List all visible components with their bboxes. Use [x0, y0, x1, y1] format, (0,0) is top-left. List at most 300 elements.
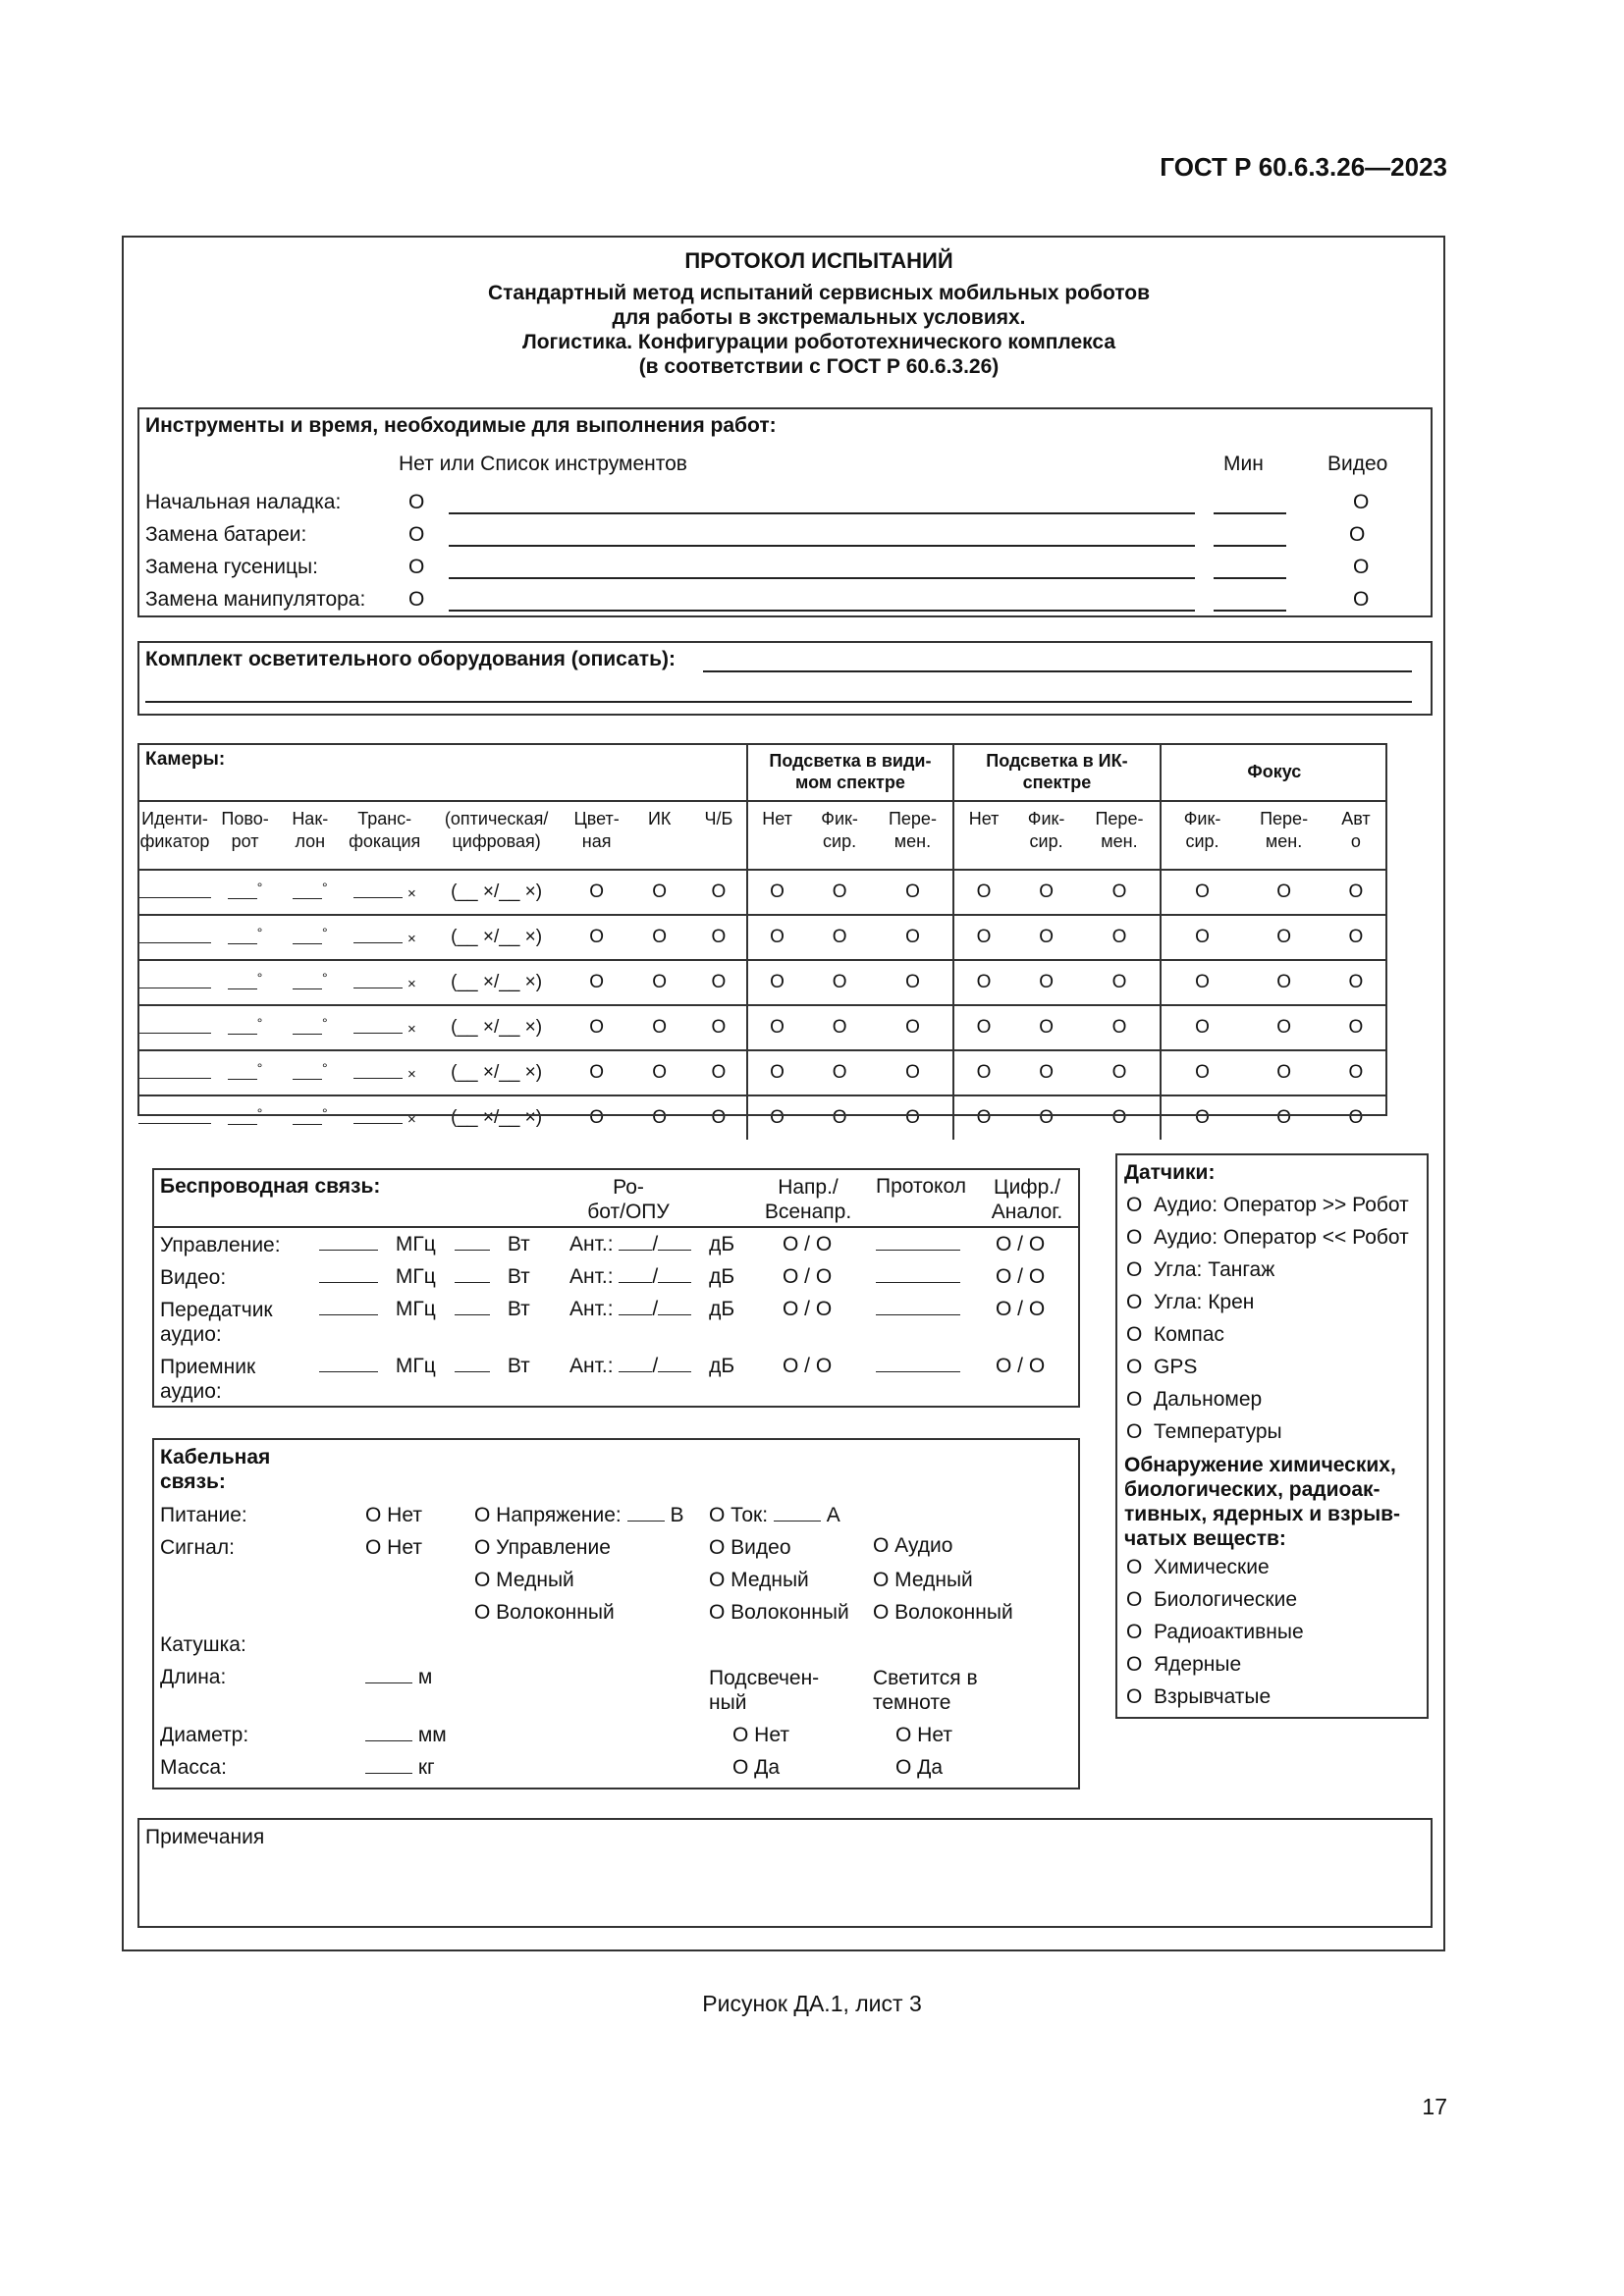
cable-signal-label: Сигнал: [160, 1536, 235, 1559]
cable-signal-audio[interactable]: O Аудио [873, 1534, 953, 1557]
camera-option-radio[interactable]: O [1348, 1107, 1364, 1128]
wireless-row-label-l1: Управление: [160, 1234, 281, 1256]
lighting-field-1[interactable] [703, 670, 1412, 672]
camera-option-radio[interactable]: O [1195, 1017, 1210, 1038]
wireless-protocol-field[interactable] [876, 1299, 960, 1315]
cable-lit-no[interactable]: O Нет [732, 1724, 789, 1746]
cable-audio-copper[interactable]: O Медный [873, 1569, 973, 1591]
cameras-group-visible-l1: Подсветка в види- [769, 751, 932, 771]
sensor-option[interactable]: O Угла: Тангаж [1126, 1258, 1275, 1281]
cameras-col-header-l2: сир. [1029, 831, 1063, 851]
camera-option-radio[interactable]: O [832, 881, 847, 902]
wireless-freq[interactable] [319, 1233, 436, 1256]
times-sign: × [406, 975, 416, 992]
wireless-header-divider [152, 1226, 1080, 1228]
wireless-robot-dir-radio[interactable]: O / O [783, 1233, 833, 1255]
cameras-col-header-l2: сир. [1185, 831, 1219, 851]
db-unit: дБ [709, 1233, 735, 1255]
wireless-col-digital-l1: Цифр./ [994, 1176, 1060, 1199]
cable-heading-l2: связь: [160, 1470, 226, 1493]
wireless-freq[interactable] [319, 1355, 436, 1378]
antenna-field-1[interactable] [619, 1299, 652, 1315]
mhz-unit: МГц [395, 1355, 436, 1377]
cameras-col-header-l1: Иденти- [141, 809, 208, 828]
camera-option-radio[interactable]: O [589, 1062, 605, 1083]
detect-option[interactable]: O Ядерные [1126, 1653, 1242, 1676]
camera-option-radio[interactable]: O [976, 972, 992, 992]
detect-option[interactable]: O Взрывчатые [1126, 1685, 1272, 1708]
camera-option-radio[interactable]: O [1348, 972, 1364, 992]
wireless-freq-field[interactable] [319, 1299, 378, 1315]
wireless-power[interactable] [455, 1265, 530, 1289]
wireless-power-field[interactable] [455, 1356, 490, 1372]
wireless-protocol-field[interactable] [876, 1356, 960, 1372]
cable-length[interactable] [365, 1666, 432, 1689]
wireless-protocol[interactable] [876, 1355, 960, 1378]
wireless-freq[interactable] [319, 1298, 436, 1321]
sensors-heading: Датчики: [1124, 1161, 1216, 1184]
degree-sign: ° [321, 879, 328, 895]
cameras-col-header-l2: рот [231, 831, 259, 851]
cameras-group-ir-l2: спектре [1022, 773, 1092, 792]
wireless-col-robot [574, 1175, 682, 1224]
camera-option-radio[interactable]: O [1195, 1107, 1210, 1128]
sensor-option[interactable]: O Компас [1126, 1323, 1224, 1346]
camera-option-radio[interactable]: O [770, 1107, 785, 1128]
times-sign: × [406, 1020, 416, 1038]
wireless-power[interactable] [455, 1298, 530, 1321]
camera-option-radio[interactable]: O [589, 972, 605, 992]
wireless-antenna[interactable]: Ант.: / дБ [569, 1233, 735, 1255]
detect-heading [1124, 1453, 1400, 1551]
camera-option-radio[interactable]: O [711, 1107, 727, 1128]
cable-length-field[interactable] [365, 1667, 412, 1683]
tools-list-none-radio[interactable]: O [408, 491, 425, 513]
wireless-row-label-l1: Передатчик [160, 1299, 273, 1321]
camera-option-radio[interactable]: O [589, 881, 605, 902]
tools-video-radio[interactable]: O [1353, 556, 1370, 578]
cameras-group-ir-l1: Подсветка в ИК- [986, 751, 1128, 771]
camera-option-radio[interactable]: O [711, 1062, 727, 1083]
antenna-label: Ант.: [569, 1233, 614, 1255]
camera-option-radio[interactable]: O [905, 1107, 920, 1128]
cable-diameter-unit: мм [417, 1724, 447, 1746]
wireless-power-field[interactable] [455, 1234, 490, 1251]
camera-option-radio[interactable]: O [832, 927, 847, 947]
detect-heading-l1: Обнаружение химических, [1124, 1454, 1396, 1476]
watt-unit: Вт [507, 1233, 530, 1255]
degree-sign: ° [256, 879, 263, 895]
degree-sign: ° [321, 969, 328, 986]
camera-option-radio[interactable]: O [1039, 1017, 1054, 1038]
sensor-option[interactable]: O Дальномер [1126, 1388, 1263, 1411]
wireless-robot-dir-radio[interactable]: O / O [783, 1265, 833, 1288]
notes-label: Примечания [145, 1826, 265, 1848]
camera-option-radio[interactable]: O [905, 1062, 920, 1083]
camera-option-radio[interactable]: O [652, 1062, 668, 1083]
detect-option[interactable]: O Радиоактивные [1126, 1621, 1304, 1643]
wireless-protocol[interactable] [876, 1298, 960, 1321]
camera-option-radio[interactable]: O [1348, 927, 1364, 947]
wireless-row-label [160, 1233, 281, 1257]
cable-signal-none[interactable]: O Нет [365, 1536, 422, 1559]
cameras-col-header-l1: Авт [1341, 809, 1371, 828]
camera-option-radio[interactable]: O [905, 972, 920, 992]
watt-unit: Вт [507, 1265, 530, 1288]
cable-control-fiber[interactable]: O Волоконный [474, 1601, 615, 1624]
standard-number: ГОСТ Р 60.6.3.26—2023 [1160, 152, 1447, 182]
camera-option-radio[interactable]: O [1276, 1017, 1291, 1038]
camera-zoom-type-field[interactable]: (__ ×/__ ×) [451, 1017, 543, 1038]
cameras-col-header-l2: фокация [349, 831, 421, 851]
cable-video-fiber[interactable]: O Волоконный [709, 1601, 849, 1624]
antenna-label: Ант.: [569, 1265, 614, 1288]
cable-audio-fiber[interactable]: O Волоконный [873, 1601, 1013, 1624]
camera-option-radio[interactable]: O [770, 972, 785, 992]
times-sign: × [406, 930, 416, 947]
tools-list-field[interactable] [449, 512, 1195, 514]
wireless-freq-field[interactable] [319, 1234, 378, 1251]
camera-option-radio[interactable]: O [1111, 1107, 1127, 1128]
cable-length-label: Длина: [160, 1666, 227, 1688]
cameras-col-header-l1: Нак- [292, 809, 329, 828]
cable-glow-l1: Светится в [873, 1667, 978, 1689]
wireless-robot-dir-radio[interactable]: O / O [783, 1298, 833, 1320]
wireless-row-label-l2: аудио: [160, 1323, 222, 1346]
camera-option-radio[interactable]: O [1276, 1107, 1291, 1128]
db-unit: дБ [709, 1355, 735, 1377]
tools-list-field[interactable] [449, 545, 1195, 547]
degree-sign: ° [256, 1104, 263, 1121]
wireless-protocol-field[interactable] [876, 1266, 960, 1283]
tools-row-label: Начальная наладка: [145, 491, 342, 513]
camera-option-radio[interactable]: O [976, 1107, 992, 1128]
cameras-col-header-l1: Нет [968, 809, 1000, 828]
camera-zoom-type-field[interactable]: (__ ×/__ ×) [451, 881, 543, 902]
wireless-col-robot-l2: бот/ОПУ [587, 1201, 670, 1223]
detect-option[interactable]: O Биологические [1126, 1588, 1298, 1611]
tools-list-none-radio[interactable]: O [408, 556, 425, 578]
wireless-row-label-l1: Видео: [160, 1266, 227, 1289]
degree-sign: ° [321, 1014, 328, 1031]
camera-option-radio[interactable]: O [905, 881, 920, 902]
camera-option-radio[interactable]: O [589, 1107, 605, 1128]
cable-mass-field[interactable] [365, 1757, 412, 1774]
cable-glow-yes[interactable]: O Да [895, 1756, 944, 1779]
antenna-field-2[interactable] [658, 1266, 691, 1283]
camera-option-radio[interactable]: O [652, 1017, 668, 1038]
notes-section[interactable] [137, 1818, 1433, 1928]
antenna-field-2[interactable] [658, 1234, 691, 1251]
mhz-unit: МГц [395, 1265, 436, 1288]
cable-current-field[interactable] [774, 1505, 821, 1522]
camera-option-radio[interactable]: O [770, 1062, 785, 1083]
sensor-option[interactable]: O Аудио: Оператор << Робот [1126, 1226, 1409, 1249]
camera-option-radio[interactable]: O [1111, 1017, 1127, 1038]
camera-option-radio[interactable]: O [905, 1017, 920, 1038]
cable-heading-l1: Кабельная [160, 1446, 271, 1468]
cable-glow-no[interactable]: O Нет [895, 1724, 952, 1746]
camera-zoom-type-field[interactable]: (__ ×/__ ×) [451, 1107, 543, 1128]
cable-video-copper[interactable]: O Медный [709, 1569, 809, 1591]
camera-option-radio[interactable]: O [1111, 881, 1127, 902]
cable-lit-yes[interactable]: O Да [732, 1756, 781, 1779]
wireless-freq[interactable] [319, 1265, 436, 1289]
tools-list-field[interactable] [449, 577, 1195, 579]
camera-option-radio[interactable]: O [589, 927, 605, 947]
cable-length-unit: м [417, 1666, 433, 1688]
camera-option-radio[interactable]: O [711, 927, 727, 947]
tools-row-label: Замена батареи: [145, 523, 307, 546]
wireless-antenna[interactable]: Ант.: / дБ [569, 1265, 735, 1288]
camera-option-radio[interactable]: O [976, 927, 992, 947]
cameras-col-header-l2: мен. [893, 831, 932, 851]
cable-glow-l2: темноте [873, 1691, 951, 1714]
cameras-col-header-l2: фикатор [139, 831, 210, 851]
wireless-digital-radio[interactable]: O / O [996, 1298, 1046, 1320]
tools-col-video: Видео [1327, 453, 1388, 475]
camera-option-radio[interactable]: O [1195, 927, 1210, 947]
antenna-field-1[interactable] [619, 1266, 652, 1283]
camera-option-radio[interactable]: O [1276, 1062, 1291, 1083]
cable-signal-control[interactable]: O Управление [474, 1536, 611, 1559]
antenna-label: Ант.: [569, 1298, 614, 1320]
camera-option-radio[interactable]: O [770, 927, 785, 947]
camera-option-radio[interactable]: O [711, 972, 727, 992]
cable-current-unit: А [826, 1504, 840, 1526]
tools-heading: Инструменты и время, необходимые для выполнения работ: [145, 414, 777, 437]
antenna-field-1[interactable] [619, 1356, 652, 1372]
camera-option-radio[interactable]: O [652, 881, 668, 902]
cameras-col-header-l2: мен. [1265, 831, 1303, 851]
wireless-row-label [160, 1298, 273, 1347]
lighting-field-2[interactable] [145, 701, 1412, 703]
camera-option-radio[interactable]: O [905, 927, 920, 947]
camera-option-radio[interactable]: O [1348, 881, 1364, 902]
camera-option-radio[interactable]: O [711, 881, 727, 902]
camera-option-radio[interactable]: O [976, 1017, 992, 1038]
sensor-option[interactable]: O Угла: Крен [1126, 1291, 1255, 1313]
tools-min-field[interactable] [1214, 577, 1286, 579]
detect-option[interactable]: O Химические [1126, 1556, 1270, 1578]
tools-row-label: Замена манипулятора: [145, 588, 366, 611]
camera-zoom-type-field[interactable]: (__ ×/__ ×) [451, 927, 543, 947]
wireless-freq-field[interactable] [319, 1266, 378, 1283]
wireless-col-protocol: Протокол [876, 1175, 966, 1198]
camera-option-radio[interactable]: O [1111, 972, 1127, 992]
cameras-col-header-l1: Фик- [1027, 809, 1065, 828]
camera-option-radio[interactable]: O [1039, 881, 1054, 902]
lighting-heading: Комплект осветительного оборудования (описать): [145, 648, 676, 670]
cable-mass-label: Масса: [160, 1756, 227, 1779]
cable-lit-label [709, 1666, 819, 1715]
wireless-row-label-l1: Приемник [160, 1356, 256, 1378]
db-unit: дБ [709, 1298, 735, 1320]
cable-current[interactable] [709, 1504, 840, 1527]
tools-video-radio[interactable]: O [1349, 523, 1366, 546]
cameras-group-focus: Фокус [1161, 743, 1387, 801]
camera-option-radio[interactable]: O [1348, 1062, 1364, 1083]
tools-col-list: Нет или Список инструментов [399, 453, 687, 475]
wireless-robot-dir-radio[interactable]: O / O [783, 1355, 833, 1377]
cable-reel-label: Катушка: [160, 1633, 246, 1656]
antenna-field-1[interactable] [619, 1234, 652, 1251]
wireless-power[interactable] [455, 1233, 530, 1256]
wireless-power-field[interactable] [455, 1299, 490, 1315]
degree-sign: ° [256, 1059, 263, 1076]
cameras-heading: Камеры: [145, 749, 226, 770]
sensor-option[interactable]: O GPS [1126, 1356, 1198, 1378]
camera-option-radio[interactable]: O [770, 881, 785, 902]
cameras-col-header-l1: Ч/Б [704, 809, 733, 828]
protocol-title: ПРОТОКОЛ ИСПЫТАНИЙ [684, 248, 953, 273]
camera-option-radio[interactable]: O [652, 972, 668, 992]
tools-list-none-radio[interactable]: O [408, 523, 425, 546]
camera-option-radio[interactable]: O [652, 927, 668, 947]
camera-option-radio[interactable]: O [1348, 1017, 1364, 1038]
degree-sign: ° [256, 969, 263, 986]
degree-sign: ° [256, 1014, 263, 1031]
camera-option-radio[interactable]: O [1276, 927, 1291, 947]
figure-caption: Рисунок ДА.1, лист 3 [702, 1991, 922, 2016]
db-unit: дБ [709, 1265, 735, 1288]
times-sign: × [406, 884, 416, 902]
wireless-power[interactable] [455, 1355, 530, 1378]
cameras-col-header-l2: о [1350, 831, 1361, 851]
camera-option-radio[interactable]: O [1195, 1062, 1210, 1083]
cable-diameter[interactable] [365, 1724, 447, 1747]
cable-control-copper[interactable]: O Медный [474, 1569, 574, 1591]
watt-unit: Вт [507, 1355, 530, 1377]
tools-col-min: Мин [1223, 453, 1264, 475]
camera-option-radio[interactable]: O [832, 1107, 847, 1128]
cable-lit-l1: Подсвечен- [709, 1667, 820, 1689]
wireless-protocol[interactable] [876, 1265, 960, 1289]
cameras-col-header-l2: ная [581, 831, 612, 851]
cameras-col-header-l1: Пере- [1260, 809, 1309, 828]
camera-option-radio[interactable]: O [976, 881, 992, 902]
tools-min-field[interactable] [1214, 610, 1286, 612]
cameras-col-header-l1: Пово- [221, 809, 269, 828]
detect-heading-l4: чатых веществ: [1124, 1527, 1286, 1550]
camera-option-radio[interactable]: O [711, 1017, 727, 1038]
camera-option-radio[interactable]: O [652, 1107, 668, 1128]
detect-heading-l3: тивных, ядерных и взрыв- [1124, 1503, 1401, 1525]
cameras-col-header-l2: цифровая) [452, 831, 541, 851]
camera-option-radio[interactable]: O [589, 1017, 605, 1038]
camera-option-radio[interactable]: O [1039, 972, 1054, 992]
wireless-power-field[interactable] [455, 1266, 490, 1283]
cameras-col-header-l1: Пере- [1095, 809, 1144, 828]
cameras-col-header-l1: Транс- [357, 809, 412, 828]
camera-option-radio[interactable]: O [1195, 972, 1210, 992]
camera-option-radio[interactable]: O [832, 1017, 847, 1038]
camera-option-radio[interactable]: O [1276, 972, 1291, 992]
degree-sign: ° [321, 924, 328, 940]
camera-zoom-type-field[interactable]: (__ ×/__ ×) [451, 972, 543, 992]
camera-option-radio[interactable]: O [1039, 1062, 1054, 1083]
wireless-col-digital [978, 1175, 1076, 1224]
title-line-3: Логистика. Конфигурации робототехнического комплекса [521, 331, 1116, 353]
cameras-col-header-l2: мен. [1101, 831, 1138, 851]
cable-mass[interactable] [365, 1756, 435, 1780]
times-sign: × [406, 1065, 416, 1083]
camera-option-radio[interactable]: O [1039, 927, 1054, 947]
wireless-antenna[interactable]: Ант.: / дБ [569, 1355, 735, 1377]
wireless-row-label-l2: аудио: [160, 1380, 222, 1403]
camera-zoom-type-field[interactable]: (__ ×/__ ×) [451, 1062, 543, 1083]
cable-voltage[interactable] [474, 1504, 683, 1527]
title-line-1: Стандартный метод испытаний сервисных мобильных роботов [487, 282, 1151, 304]
cameras-col-header-l2: сир. [823, 831, 857, 851]
camera-option-radio[interactable]: O [976, 1062, 992, 1083]
cable-diameter-label: Диаметр: [160, 1724, 249, 1746]
tools-min-field[interactable] [1214, 545, 1286, 547]
cameras-col-header-l1: (оптическая/ [444, 809, 549, 828]
wireless-digital-radio[interactable]: O / O [996, 1265, 1046, 1288]
cable-power-none[interactable]: O Нет [365, 1504, 422, 1526]
wireless-protocol[interactable] [876, 1233, 960, 1256]
sensor-option[interactable]: O Аудио: Оператор >> Робот [1126, 1194, 1409, 1216]
times-sign: × [406, 1110, 416, 1128]
cable-glow-label [873, 1666, 978, 1715]
cable-signal-video[interactable]: O Видео [709, 1536, 791, 1559]
degree-sign: ° [321, 1059, 328, 1076]
tools-min-field[interactable] [1214, 512, 1286, 514]
wireless-digital-radio[interactable]: O / O [996, 1233, 1046, 1255]
camera-option-radio[interactable]: O [1195, 881, 1210, 902]
wireless-heading: Беспроводная связь: [160, 1175, 381, 1198]
cameras-col-header-l1: Пере- [888, 809, 937, 828]
antenna-field-2[interactable] [658, 1299, 691, 1315]
watt-unit: Вт [507, 1298, 530, 1320]
camera-option-radio[interactable]: O [832, 1062, 847, 1083]
camera-option-radio[interactable]: O [770, 1017, 785, 1038]
wireless-antenna[interactable]: Ант.: / дБ [569, 1298, 735, 1320]
sensor-option[interactable]: O Температуры [1126, 1420, 1282, 1443]
cameras-col-header-l2: лон [295, 831, 326, 851]
wireless-protocol-field[interactable] [876, 1234, 960, 1251]
cable-power-label: Питание: [160, 1504, 247, 1526]
wireless-row-label [160, 1355, 255, 1404]
camera-option-radio[interactable]: O [1276, 881, 1291, 902]
wireless-col-robot-l1: Ро- [613, 1176, 644, 1199]
camera-option-radio[interactable]: O [1111, 1062, 1127, 1083]
wireless-freq-field[interactable] [319, 1356, 378, 1372]
tools-row-label: Замена гусеницы: [145, 556, 318, 578]
camera-option-radio[interactable]: O [832, 972, 847, 992]
cable-diameter-field[interactable] [365, 1725, 412, 1741]
cable-voltage-field[interactable] [627, 1505, 665, 1522]
camera-option-radio[interactable]: O [1039, 1107, 1054, 1128]
cameras-col-header-l1: ИК [647, 809, 672, 828]
tools-video-radio[interactable]: O [1353, 491, 1370, 513]
camera-option-radio[interactable]: O [1111, 927, 1127, 947]
wireless-digital-radio[interactable]: O / O [996, 1355, 1046, 1377]
cable-voltage-label: O Напряжение: [474, 1504, 622, 1526]
tools-list-none-radio[interactable]: O [408, 588, 425, 611]
cable-heading [160, 1445, 270, 1494]
cameras-col-header-l1: Цвет- [573, 809, 620, 828]
cameras-col-header-l1: Фик- [821, 809, 858, 828]
wireless-col-dir-l2: Всенапр. [764, 1201, 852, 1223]
tools-list-field[interactable] [449, 610, 1195, 612]
antenna-field-2[interactable] [658, 1356, 691, 1372]
cameras-group-visible-l2: мом спектре [794, 773, 905, 792]
mhz-unit: МГц [395, 1233, 436, 1255]
tools-video-radio[interactable]: O [1353, 588, 1370, 611]
detect-heading-l2: биологических, радиоак- [1124, 1478, 1380, 1501]
